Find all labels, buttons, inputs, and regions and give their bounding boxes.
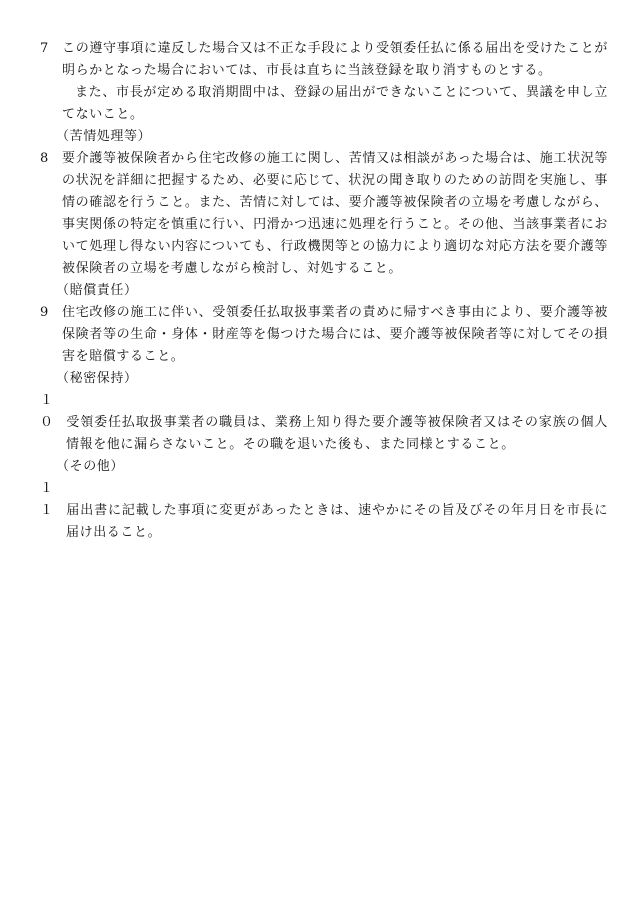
clause-text: 住宅改修の施工に伴い、受領委任払取扱事業者の責めに帰すべき事由により、要介護等被保険者等の生命・身体・財産等を傷つけた場合には、要介護等被保険者等に対してその損害を賠償すること。 bbox=[62, 305, 608, 364]
clause-number: 9 bbox=[40, 305, 49, 320]
clause-number: 7 bbox=[40, 41, 49, 56]
clause-number: １０ bbox=[40, 393, 56, 430]
section-heading-other: （その他） bbox=[56, 459, 125, 474]
document-body bbox=[40, 38, 608, 544]
clause-11 bbox=[40, 478, 608, 544]
clause-9 bbox=[40, 302, 608, 368]
clause-text: この遵守事項に違反した場合又は不正な手段により受領委任払に係る届出を受けたことが明らかとなった場合においては、市長は直ちに当該登録を取り消すものとする。 bbox=[62, 41, 608, 78]
clause-7 bbox=[40, 38, 608, 82]
clause-text: 要介護等被保険者から住宅改修の施工に関し、苦情又は相談があった場合は、施工状況等の状況を詳細に把握するため、必要に応じて、状況の聞き取りのための訪問を実施し、事情の確認を行うこと。また、苦情に対しては、要介護等被保険者の立場を考慮しながら、事実関係の特定を慎重に行い、円滑かつ迅速に処理を行うこと。その他、当該事業者において処理し得ない内容についても、行政機関等との協力により適切な対応方法を要介護等被保険者の立場を考慮しながら検討し、対処すること。 bbox=[62, 151, 608, 276]
section-heading-confidentiality: （秘密保持） bbox=[56, 371, 138, 386]
section-heading-liability: （賠償責任） bbox=[56, 283, 138, 298]
clause-number: １１ bbox=[40, 481, 56, 518]
clause-number: 8 bbox=[40, 151, 49, 166]
clause-text: 受領委任払取扱事業者の職員は、業務上知り得た要介護等被保険者又はその家族の個人情報を他に漏らさないこと。その職を退いた後も、また同様とすること。 bbox=[66, 415, 608, 452]
clause-8 bbox=[40, 148, 608, 280]
clause-10 bbox=[40, 390, 608, 456]
clause-7-continuation: また、市長が定める取消期間中は、登録の届出ができないことについて、異議を申し立てないこと。 bbox=[62, 85, 608, 122]
section-heading-complaints: （苦情処理等） bbox=[56, 129, 152, 144]
clause-text: 届出書に記載した事項に変更があったときは、速やかにその旨及びその年月日を市長に届け出ること。 bbox=[66, 503, 608, 540]
